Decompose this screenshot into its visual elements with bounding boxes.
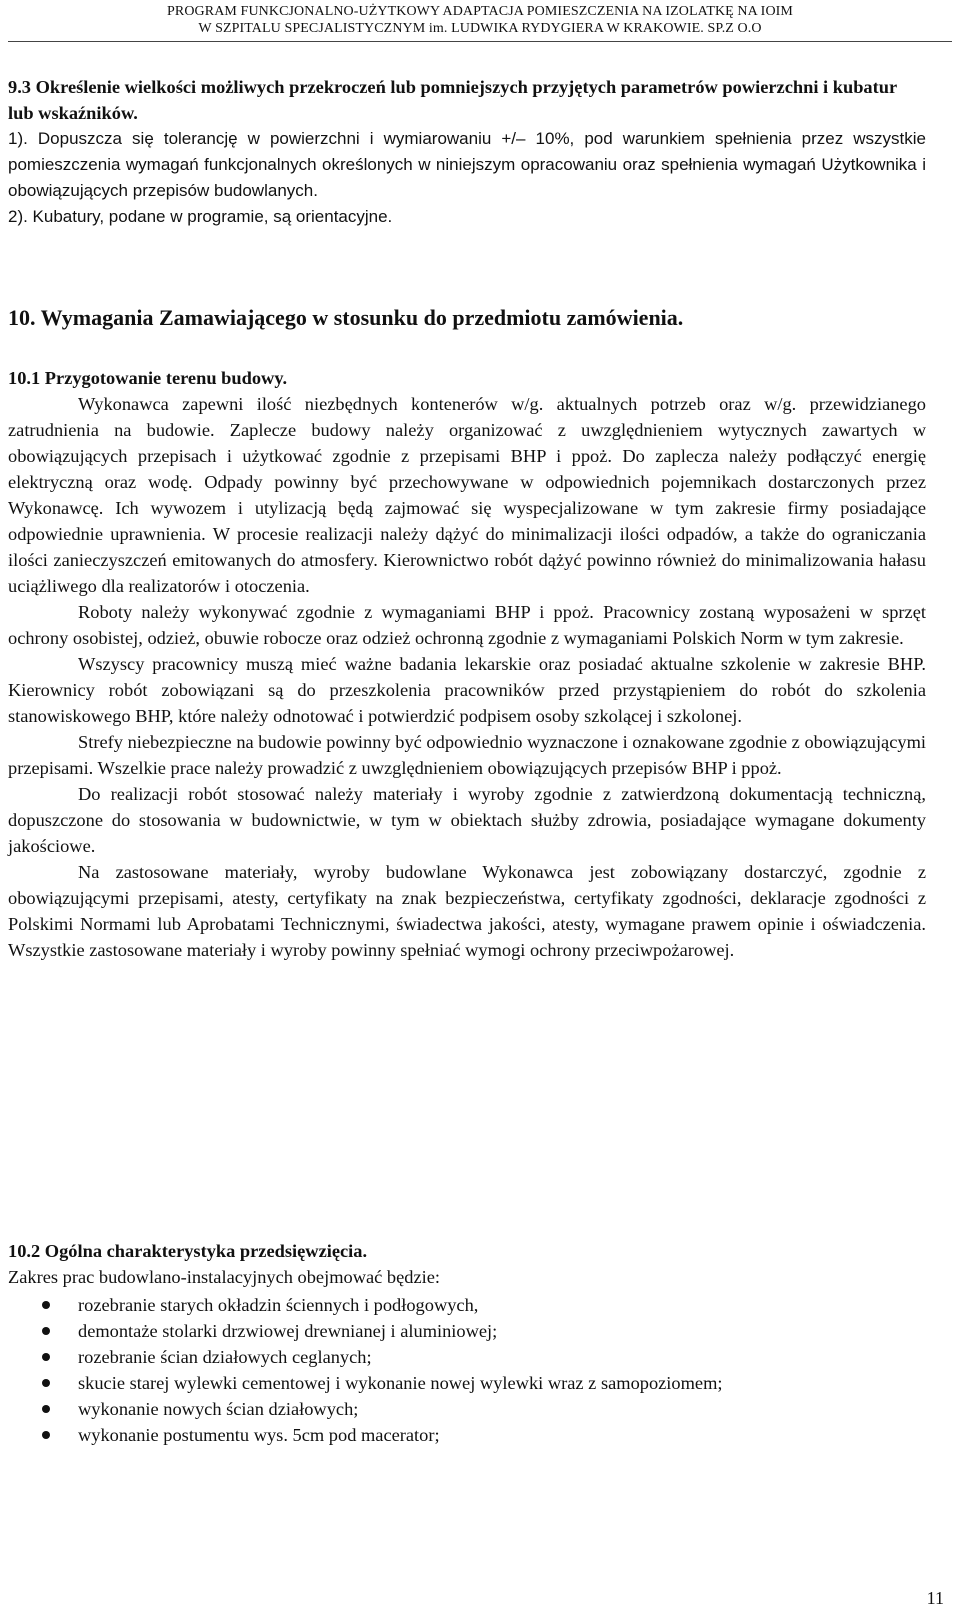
section-10-2: [8, 1238, 926, 1290]
section-10-1-paragraph-2: Roboty należy wykonywać zgodnie z wymaganiami BHP i ppoż. Pracownicy zostaną wyposażeni w sprzęt ochrony osobistej, odzież, obuwie robocze oraz odzież ochronną zgodnie z wymaganiami Polskich Norm w tym zakresie.: [8, 602, 926, 648]
list-item-text: wykonanie postumentu wys. 5cm pod macerator;: [78, 1425, 440, 1445]
list-item-text: rozebranie starych okładzin ściennych i podłogowych,: [78, 1295, 479, 1315]
section-10-1-paragraph-3: Wszyscy pracownicy muszą mieć ważne badania lekarskie oraz posiadać aktualne szkolenie w zakresie BHP. Kierownicy robót zobowiązani są do przeszkolenia pracowników przed przystąpieniem do robót do szkolenia stanowiskowego BHP, które należy odnotować i potwierdzić podpisem osoby szkolącej i szkolonej.: [8, 654, 926, 726]
bullet-icon: [42, 1431, 50, 1439]
list-item-text: skucie starej wylewki cementowej i wykonanie nowej wylewki wraz z samopoziomem;: [78, 1373, 723, 1393]
section-10: [8, 303, 926, 333]
list-item-text: rozebranie ścian działowych ceglanych;: [78, 1347, 372, 1367]
header-line-1: PROGRAM FUNKCJONALNO-UŻYTKOWY ADAPTACJA POMIESZCZENIA NA IZOLATKĘ NA IOIM: [167, 4, 793, 19]
section-10-1-paragraph-1: Wykonawca zapewni ilość niezbędnych kontenerów w/g. aktualnych potrzeb oraz w/g. przewidzianego zatrudnienia na budowie. Zaplecze budowy należy organizować z uwzględnieniem wytycznych zawartych w obowiązujących przepisach i użytkować zgodnie z przepisami BHP i ppoż. Do zaplecza należy podłączyć energię elektryczną oraz wodę. Odpady powinny być przechowywane w odpowiednich pojemnikach dostarczonych przez Wykonawcę. Ich wywozem i utylizacją będą zajmować się wyspecjalizowane w tym zakresie firmy posiadające odpowiednie uprawnienia. W procesie realizacji należy dążyć do minimalizacji ilości odpadów, a także do ograniczania ilości zanieczyszczeń emitowanych do atmosfery. Kierownictwo robót dążyć powinno również do minimalizowania hałasu uciążliwego dla realizatorów i otoczenia.: [8, 394, 926, 596]
list-item: [0, 1292, 920, 1318]
header-line-2: W SZPITALU SPECJALISTYCZNYM im. LUDWIKA RYDYGIERA W KRAKOWIE. SP.Z O.O: [198, 21, 762, 36]
section-10-1-heading: 10.1 Przygotowanie terenu budowy.: [8, 368, 288, 388]
list-item: [0, 1318, 920, 1344]
bullet-icon: [42, 1301, 50, 1309]
section-9-3: [8, 74, 926, 230]
scope-list: [0, 1292, 920, 1448]
section-10-2-heading: 10.2 Ogólna charakterystyka przedsięwzięcia.: [8, 1241, 368, 1261]
section-9-3-paragraph-1: 1). Dopuszcza się tolerancję w powierzchni i wymiarowaniu +/– 10%, pod warunkiem spełnienia przez wszystkie pomieszczenia wymagań funkcjonalnych określonych w niniejszym opracowaniu oraz spełnienia wymagań Użytkownika i obowiązujących przepisów budowlanych.: [8, 129, 926, 200]
section-9-3-paragraph-2: 2). Kubatury, podane w programie, są orientacyjne.: [8, 207, 393, 226]
list-item-text: demontaże stolarki drzwiowej drewnianej i aluminiowej;: [78, 1321, 498, 1341]
list-item: [0, 1370, 920, 1396]
list-item: [0, 1422, 920, 1448]
bullet-icon: [42, 1327, 50, 1335]
bullet-icon: [42, 1353, 50, 1361]
page-number: 11: [926, 1588, 944, 1608]
section-10-1-paragraph-4: Strefy niebezpieczne na budowie powinny być odpowiednio wyznaczone i oznakowane zgodnie z obowiązującymi przepisami. Wszelkie prace należy prowadzić z uwzględnieniem obowiązujących przepisów BHP i ppoż.: [8, 732, 926, 778]
list-item: [0, 1344, 920, 1370]
list-item: [0, 1396, 920, 1422]
bullet-icon: [42, 1405, 50, 1413]
section-10-2-intro: Zakres prac budowlano-instalacyjnych obejmować będzie:: [8, 1267, 441, 1287]
list-item-text: wykonanie nowych ścian działowych;: [78, 1399, 359, 1419]
bullet-icon: [42, 1379, 50, 1387]
section-10-1-paragraph-5: Do realizacji robót stosować należy materiały i wyroby zgodnie z zatwierdzoną dokumentacją techniczną, dopuszczone do stosowania w budownictwie, w tym w obiektach służby zdrowia, posiadające wymagane dokumenty jakościowe.: [8, 784, 926, 856]
section-10-1-paragraph-6: Na zastosowane materiały, wyroby budowlane Wykonawca jest zobowiązany dostarczyć, zgodnie z obowiązującymi przepisami, atesty, certyfikaty na znak bezpieczeństwa, certyfikaty zgodności, deklaracje zgodności z Polskimi Normami lub Aprobatami Technicznymi, świadectwa jakości, atesty, wymagane prawem opinie i oświadczenia. Wszystkie zastosowane materiały i wyroby powinny spełniać wymogi ochrony przeciwpożarowej.: [8, 862, 926, 960]
header-divider: [8, 41, 952, 42]
section-9-3-heading: 9.3 Określenie wielkości możliwych przekroczeń lub pomniejszych przyjętych parametrów powierzchni i kubatur lub wskaźników.: [8, 77, 897, 123]
section-10-heading: 10. Wymagania Zamawiającego w stosunku do przedmiotu zamówienia.: [8, 305, 684, 330]
section-10-1: [8, 365, 926, 963]
